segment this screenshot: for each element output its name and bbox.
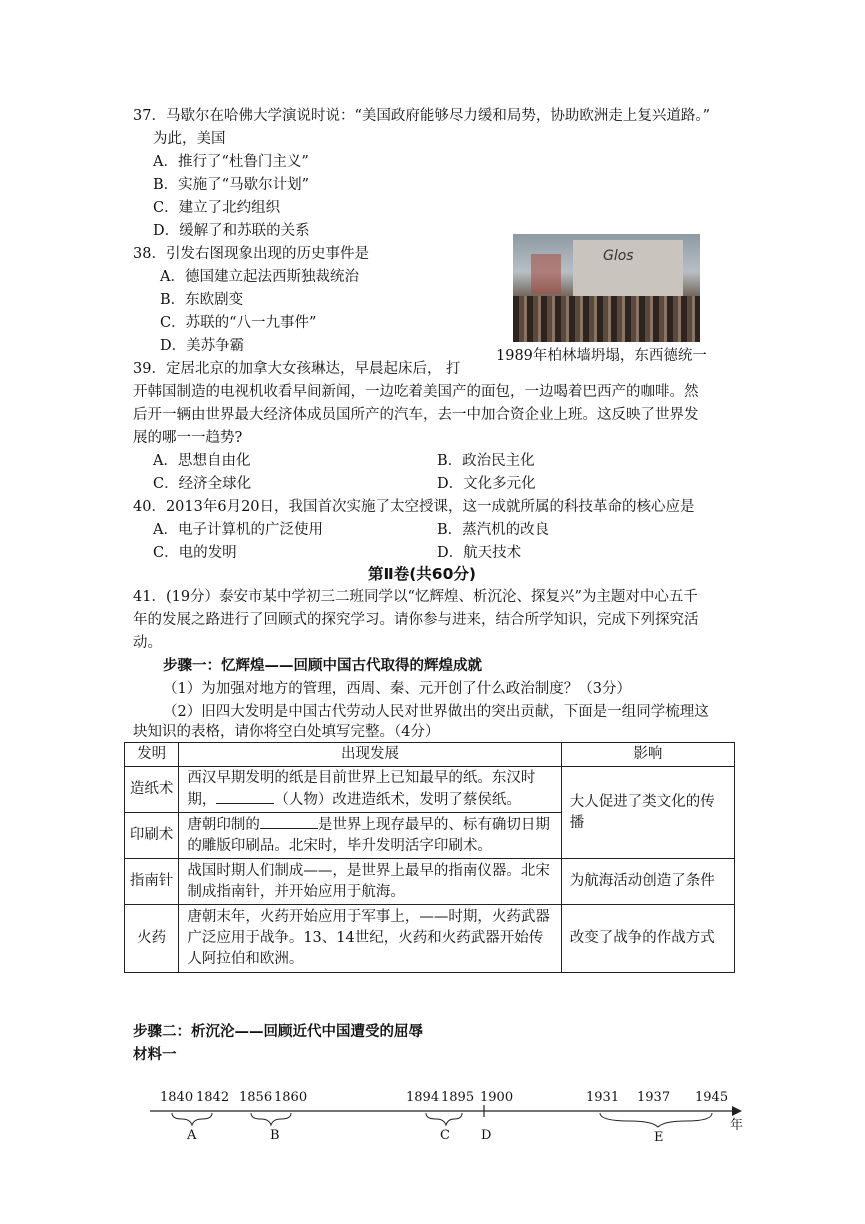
row-papermaking-name: 造纸术 <box>125 767 179 813</box>
q40-option-c: C．电的发明 <box>153 545 237 561</box>
q39-option-d: D．文化多元化 <box>437 476 536 492</box>
q40-option-a: A．电子计算机的广泛使用 <box>153 522 323 538</box>
q39-line4: 展的哪一一趋势? <box>133 430 243 446</box>
part2-title: 第Ⅱ卷(共60分) <box>368 565 476 583</box>
papermaking-text-b: （人物）改进造纸术，发明了蔡侯纸。 <box>274 792 521 808</box>
q38-option-c: C．苏联的“八一九事件” <box>160 315 317 331</box>
q37-option-c: C．建立了北约组织 <box>153 200 281 216</box>
row-printing-name: 印刷术 <box>125 813 179 859</box>
bracket-e <box>600 1113 712 1127</box>
year-1840: 1840 <box>160 1090 194 1105</box>
year-1895: 1895 <box>441 1090 475 1105</box>
history-timeline <box>140 1085 760 1155</box>
year-1931: 1931 <box>586 1090 620 1105</box>
photo-caption: 1989年柏林墙坍塌，东西德统一 <box>496 348 707 364</box>
row-compass-name: 指南针 <box>125 859 179 905</box>
row-printing-development <box>179 813 561 859</box>
row-gunpowder-impact: 改变了战争的作战方式 <box>561 905 734 973</box>
year-1937: 1937 <box>637 1090 671 1105</box>
photo-graffiti-text: Glos <box>603 248 634 264</box>
timeline-arrow-icon <box>732 1106 742 1116</box>
bracket-b <box>251 1113 291 1125</box>
header-development: 出现发展 <box>179 743 561 767</box>
q39-line2: 开韩国制造的电视机收看早间新闻，一边吃着美国产的面包，一边喝着巴西产的咖啡。然 <box>133 384 699 400</box>
q37-option-d: D．缓解了和苏联的关系 <box>153 223 310 239</box>
q38-option-a: A．德国建立起法西斯独裁统治 <box>160 269 359 285</box>
inventions-table <box>124 742 735 973</box>
papermaking-blank[interactable] <box>216 789 274 804</box>
year-1842: 1842 <box>196 1090 230 1105</box>
q41-sub1: （1）为加强对地方的管理，西周、秦、元开创了什么政治制度？（3分） <box>163 681 631 697</box>
header-impact: 影响 <box>561 743 734 767</box>
table-row <box>125 905 735 973</box>
material-one-label: 材料一 <box>133 1047 177 1063</box>
q40-stem: 40．2013年6月20日，我国首次实施了太空授课，这一成就所属的科技革命的核心应是 <box>133 499 695 515</box>
label-b: B <box>270 1128 280 1143</box>
row-gunpowder-development: 唐朝末年，火药开始应用于军事上，——时期，火药武器广泛应用于战争。13、14世纪，火药和火药武器开始传人阿拉伯和欧洲。 <box>179 905 561 973</box>
q40-option-d: D．航天技术 <box>437 545 522 561</box>
q39-option-a: A．思想自由化 <box>153 453 251 469</box>
row-papermaking-development <box>179 767 561 813</box>
q41-sub2-line2: 块知识的表格，请你将空白处填写完整。（4分） <box>133 724 440 740</box>
merged-impact-cell: 大人促进了类文化的传播 <box>561 767 734 859</box>
year-1894: 1894 <box>406 1090 440 1105</box>
photo-crowd <box>513 296 700 342</box>
q39-option-b: B．政治民主化 <box>437 453 535 469</box>
printing-blank[interactable] <box>260 814 318 829</box>
q37-stem-line2: 为此，美国 <box>153 131 226 147</box>
year-1945: 1945 <box>695 1090 729 1105</box>
q39-option-c: C．经济全球化 <box>153 476 252 492</box>
q41-line2: 年的发展之路进行了回顾式的探究学习。请你参与进来，结合所学知识，完成下列探究活 <box>133 612 699 628</box>
q41-line1: 41．(19分）泰安市某中学初三二班同学以“忆辉煌、析沉沦、探复兴”为主题对中心五千 <box>133 589 698 605</box>
step1-title: 步骤一：忆辉煌——回顾中国古代取得的辉煌成就 <box>163 658 482 674</box>
q40-option-b: B．蒸汽机的改良 <box>437 522 550 538</box>
table-row <box>125 859 735 905</box>
q41-sub2-line1: （2）旧四大发明是中国古代劳动人民对世界做出的突出贡献，下面是一组同学梳理这 <box>163 704 709 720</box>
table-row <box>125 767 735 813</box>
q37-stem-line1: 37．马歇尔在哈佛大学演说时说：“美国政府能够尽力缓和局势，协助欧洲走上复兴道路。” <box>133 108 711 124</box>
berlin-wall-photo <box>513 234 700 342</box>
step2-title: 步骤二：析沉沦——回顾近代中国遭受的屈辱 <box>133 1024 423 1040</box>
printing-text-b: 是世界上现存最早的、标有确切日期的雕版印刷品。北宋时，毕升发明活字印刷术。 <box>187 817 550 854</box>
row-compass-impact: 为航海活动创造了条件 <box>561 859 734 905</box>
label-a: A <box>187 1128 197 1143</box>
label-d: D <box>481 1128 492 1143</box>
photo-graffiti-mark <box>531 254 561 294</box>
row-gunpowder-name: 火药 <box>125 905 179 973</box>
q39-line1: 39．定居北京的加拿大女孩琳达，早晨起床后， 打 <box>133 361 461 377</box>
papermaking-text-a: 西汉早期发明的纸是目前世界上已知最早的纸。东汉时期， <box>187 770 536 808</box>
q37-option-a: A．推行了“杜鲁门主义” <box>153 154 309 170</box>
year-1860: 1860 <box>274 1090 308 1105</box>
label-c: C <box>440 1128 450 1143</box>
q37-option-b: B．实施了“马歇尔计划” <box>153 177 309 193</box>
year-1900: 1900 <box>480 1090 514 1105</box>
q38-stem: 38．引发右图现象出现的历史事件是 <box>133 246 369 262</box>
bracket-a <box>172 1113 212 1125</box>
q38-option-b: B．东欧剧变 <box>160 292 244 308</box>
q41-line3: 动。 <box>133 635 162 651</box>
year-unit-label: 年 <box>730 1118 744 1133</box>
q39-line3: 后开一辆由世界最大经济体成员国所产的汽车，去一中加合资企业上班。这反映了世界发 <box>133 407 699 423</box>
q38-option-d: D．美苏争霸 <box>160 338 245 354</box>
table-header-row <box>125 743 735 767</box>
header-invention: 发明 <box>125 743 179 767</box>
label-e: E <box>654 1130 664 1145</box>
bracket-c <box>426 1113 462 1125</box>
printing-text-a: 唐朝印制的 <box>187 817 260 833</box>
row-compass-development: 战国时期人们制成——，是世界上最早的指南仪器。北宋制成指南针，并开始应用于航海。 <box>179 859 561 905</box>
year-1856: 1856 <box>239 1090 273 1105</box>
